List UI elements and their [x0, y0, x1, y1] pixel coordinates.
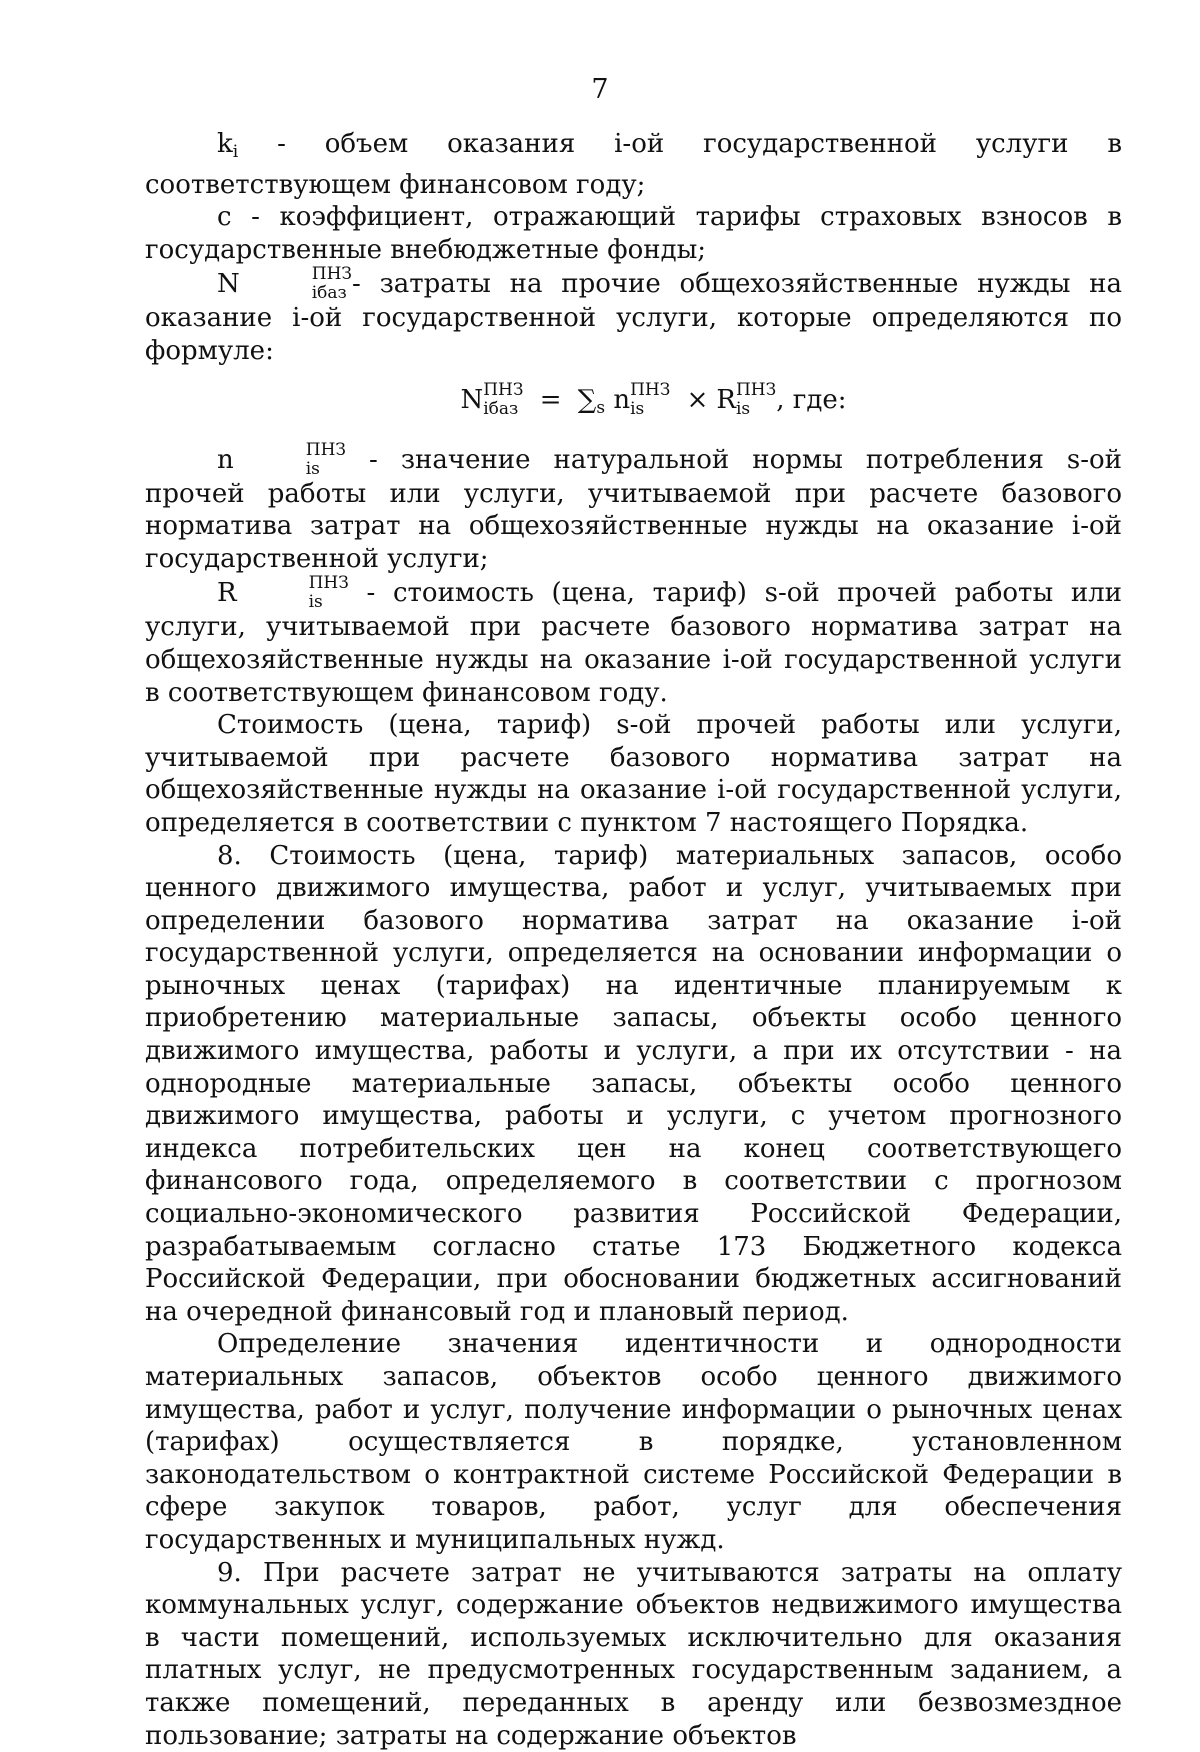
page-number: 7: [591, 74, 609, 105]
formula-times: ×: [686, 384, 709, 415]
formula-n: n ПНЗ is: [613, 379, 671, 419]
definition-k: ki - объем оказания i-ой государственной услуги в соответствующем финансовом году;: [145, 129, 1122, 200]
symbol-n: n ПНЗ is: [217, 439, 346, 479]
formula-tail: , где:: [776, 384, 847, 415]
symbol-k: ki: [217, 129, 239, 162]
formula-lhs: N ПНЗ iбаз: [460, 379, 524, 419]
definition-n: n ПНЗ is - значение натуральной нормы потребления s-ой прочей работы или услуги, учитываемой при расчете базового норматива затрат на общехозяйственные нужды на оказание i-ой государственной услуги;: [145, 439, 1122, 574]
definition-c: c - коэффициент, отражающий тарифы страховых взносов в государственные внебюджетные фонды;: [145, 202, 1122, 265]
paragraph-8: 8. Стоимость (цена, тариф) материальных запасов, особо ценного движимого имущества, работ и услуг, учитываемых при определении базового норматива затрат на оказание i-ой государственной услуги, определяется на основании информации о рыночных ценах (тарифах) на идентичные планируемым к приобретению материальные запасы, объекты особо ценного движимого имущества, работы и услуги, а при их отсутствии - на однородные материальные запасы, объекты особо ценного движимого имущества, работы и услуги, с учетом прогнозного индекса потребительских цен на конец соответствующего финансового года, определяемого в соответствии с прогнозом социально-экономического развития Российской Федерации, разрабатываемым согласно статье 173 Бюджетного кодекса Российской Федерации, при обосновании бюджетных ассигнований на очередной финансовый год и плановый период.: [145, 840, 1122, 1327]
document-body: [145, 128, 1122, 1752]
definition-R: R ПНЗ is - стоимость (цена, тариф) s-ой прочей работы или услуги, учитываемой при расчете базового норматива затрат на общехозяйственные нужды на оказание i-ой государственной услуги в соответствующем финансовом году.: [145, 573, 1122, 708]
paragraph-cost-reference: Стоимость (цена, тариф) s-ой прочей работы или услуги, учитываемой при расчете базового норматива затрат на общехозяйственные нужды на оказание i-ой государственной услуги, определяется в соответствии с пунктом 7 настоящего Порядка.: [145, 710, 1122, 838]
formula-R: R ПНЗ is: [716, 379, 777, 419]
paragraph-9: 9. При расчете затрат не учитываются затраты на оплату коммунальных услуг, содержание объектов недвижимого имущества в части помещений, используемых исключительно для оказания платных услуг, не предусмотренных государственным заданием, а также помещений, переданных в аренду или безвозмездное пользование; затраты на содержание объектов: [145, 1557, 1122, 1751]
formula-sum: ∑s: [577, 384, 606, 418]
formula-equals: =: [539, 384, 562, 415]
paragraph-identity-determination: Определение значения идентичности и однородности материальных запасов, объектов особо ценного движимого имущества, работ и услуг, получение информации о рыночных ценах (тарифах) осуществляется в порядке, установленном законодательством о контрактной системе Российской Федерации в сфере закупок товаров, работ, услуг для обеспечения государственных и муниципальных нужд.: [145, 1329, 1122, 1555]
formula: [145, 379, 1122, 426]
definition-N: N ПНЗ iбаз - затраты на прочие общехозяйственные нужды на оказание i-ой государственной услуги, которые определяются по формуле:: [145, 264, 1122, 366]
symbol-N: N ПНЗ iбаз: [217, 264, 352, 304]
symbol-R: R ПНЗ is: [217, 573, 349, 613]
